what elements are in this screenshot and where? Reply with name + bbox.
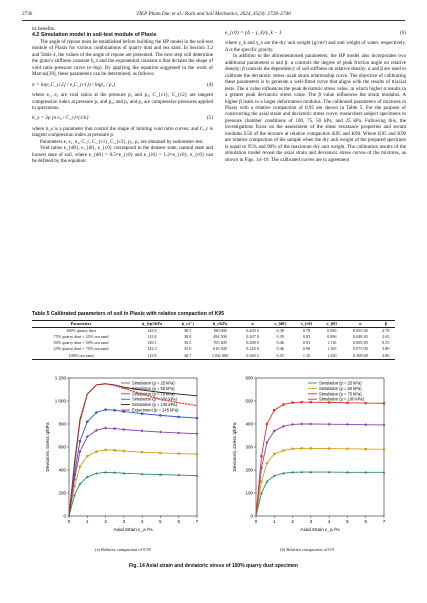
table-cell: 610 500: [213, 346, 227, 352]
table-cell: 0.46: [276, 340, 284, 346]
table-cell: 0.048 20: [353, 334, 368, 340]
x-tick-label: 5: [346, 519, 349, 524]
y-tick-label: 200: [58, 490, 66, 496]
table-cell: 100% sea sand: [68, 352, 94, 358]
paragraph-intro: its benefits.: [32, 26, 56, 32]
paragraph: where e₁, e₂ are void ratios at the pressure p₁ and p₂; C_{c1}, C_{c2} are tangent compression index at pressure p₁ and p₂; and p₁ and p₂ are compressive pressures applied to specimens.: [32, 92, 213, 111]
legend-entry: Simulation (p = 100 kPa): [319, 396, 364, 402]
table-cell: 0.996: [327, 334, 337, 340]
table-header-row: [32, 321, 395, 328]
table-cell: 1.116: [327, 340, 337, 346]
table-cell: 142.3: [147, 346, 157, 352]
paragraph: Parameters e, e₁, e₂, C_c, C_{c1}, C_{c2}, p₁, p₂ are obtained by oedometer test.: [40, 138, 204, 145]
legend-entry: Simulation (p = 25 kPa): [132, 380, 175, 386]
data-point: [123, 450, 125, 452]
data-point: [196, 453, 198, 455]
data-point: [159, 452, 161, 454]
table-cell: 38.5: [184, 327, 192, 333]
table-cell: 0.83: [302, 334, 311, 340]
table-cell: 149.1: [147, 340, 157, 346]
table-cell: 0.055 00: [353, 327, 368, 333]
table-cell: 30.7: [184, 352, 192, 358]
legend-entry: Experiment (p = 145 kPa): [132, 407, 179, 413]
data-point: [346, 402, 349, 405]
table-cell: 2.78: [382, 327, 390, 333]
x-tick-label: 3: [309, 519, 313, 524]
column-header: Parameters: [70, 320, 92, 326]
data-point: [346, 448, 348, 450]
y-tick-label: 1 200: [54, 375, 66, 381]
table-cell: 0.075 00: [353, 346, 368, 352]
parameters-table: [32, 320, 395, 360]
table-cell: 3 041 000: [211, 352, 229, 358]
x-tick-label: 7: [195, 519, 199, 524]
y-tick-label: 400: [58, 467, 66, 473]
data-point: [141, 451, 143, 453]
left-column: [32, 26, 213, 165]
table-cell: 0.300 00: [353, 352, 368, 358]
table-cell: 765 400: [213, 340, 227, 346]
paragraph: Void ratios e_{d0}, e_{i0}, e_{c0} correspond to the densest state, natural state and loosest state of soil, where e_{d0} = 0.5×e_{c0} and e_{i0} = 1.2×e_{c0}, e_{c0} can be defined by the equation:: [32, 145, 213, 165]
y-tick-label: 800: [58, 421, 66, 427]
y-axis-label: Deviatoric stress q/kPa: [46, 422, 51, 472]
legend-entry: Simulation (p = 25 kPa): [319, 380, 362, 386]
data-point: [365, 448, 367, 450]
paragraph: In addition to the aforementioned parameters, the HP model also incorporates two additional parameters α and β. α controls the degree of peak friction angle on relative density; β controls the dependency of soil stiffness on relative density. α and β are used to calibrate the deviatoric stress–axial strain relationship curve. The objective of calibrating these parameters is to generate a well-fitted curve that aligns with the results of triaxial tests. The α value influences the peak deviatoric stress value, in which higher α results in a greater peak deviatoric stress value. The β value influences the strain modulus. A higher β leads to a larger deformation modulus. The calibrated parameters of mixtures in Plaxis with a relative compaction of 0.95 are shown in Table 5. For the purpose of constructing the axial strain and deviatoric stress curve, researchers subject specimens to pressure chamber conditions of 100, 75, 50 kPa, and 25 kPa. Following this, the investigations focus on the assessment of the shear resistance properties and secant modulus E50 of the mixture at relative compaction K95 and K90. Where K95 and K90 are relative compaction of the sample when the dry unit weight of the prepared specimen is equal to 95% and 90% of the maximum dry unit weight. The calibration results of the simulation model reveal the axial strain and deviatoric stress curves of the mixtures, as shown in Figs. 14–18. The calibrated curves are in agreement: [225, 53, 407, 163]
legend-entry: Simulation (p = 50 kPa): [132, 385, 175, 391]
data-point: [364, 402, 367, 405]
y-axis-label: Deviatoric stress q/kPa: [233, 422, 238, 472]
chart-b: [230, 370, 390, 542]
data-point: [291, 448, 293, 450]
y-tick-label: 300: [245, 444, 253, 450]
table-cell: 25% quarry dust + 75% sea sand: [53, 346, 109, 352]
data-point: [141, 412, 144, 415]
column-header: e_{d0}: [274, 320, 287, 326]
data-point: [310, 447, 312, 449]
y-tick-label: 500: [245, 398, 253, 404]
equation-number: (4): [206, 81, 213, 88]
table-cell: 115.8: [147, 352, 157, 358]
y-tick-label: 200: [245, 467, 253, 473]
data-point: [310, 401, 313, 404]
x-tick-label: 6: [177, 519, 180, 524]
table-cell: 38.0: [184, 334, 192, 340]
x-tick-label: 3: [122, 519, 126, 524]
figure-caption: Fig. 14 Axial strain and deviatoric stress of 100% quarry dust specimen: [128, 563, 299, 569]
equation-body: h_s = 3p (n e₀ / C_c)^{1/n}: [32, 115, 89, 122]
equation-4: [32, 82, 213, 88]
data-point: [383, 448, 385, 450]
y-tick-label: 600: [245, 375, 253, 381]
table-cell: 0.78: [302, 327, 311, 333]
equation-body: n = ln(e₁C_{c2} / e₂C_{c1}) / ln(p₂ / p₁): [32, 81, 115, 88]
legend-entry: Simulation (p = 75 kPa): [319, 391, 362, 397]
data-point: [260, 455, 263, 458]
table-cell: 36.5: [184, 340, 192, 346]
table-cell: 2.80: [382, 352, 390, 358]
table-cell: 0.360 5: [246, 352, 259, 358]
data-point: [113, 409, 116, 412]
x-tick-label: 2: [104, 519, 107, 524]
table-cell: 0.55: [382, 340, 390, 346]
x-tick-label: 4: [140, 519, 144, 524]
x-tick-label: 1: [273, 519, 276, 524]
table-cell: 0.39: [276, 334, 284, 340]
journal-title: TIEP Pham Duc et al./ Rock and Soil Mechanics, 2024, 45(9): 2728–2740: [136, 11, 291, 17]
x-tick-label: 1: [86, 519, 89, 524]
table-cell: 3.80: [382, 346, 390, 352]
column-header: n: [251, 320, 254, 326]
table-cell: 0.93: [302, 340, 311, 346]
data-point: [301, 447, 303, 449]
table-cell: 75% quarry dust + 25% sea sand: [53, 334, 109, 340]
table-cell: 0.307 0: [246, 334, 259, 340]
x-tick-label: 5: [159, 519, 162, 524]
x-tick-label: 7: [382, 519, 386, 524]
data-point: [273, 409, 276, 412]
equation-number: (5): [206, 115, 213, 122]
table-cell: 0.450 0: [246, 327, 259, 333]
table-cell: 50% quarry dust + 50% sea sand: [53, 340, 109, 346]
data-point: [300, 401, 303, 404]
x-tick-label: 6: [364, 519, 367, 524]
x-tick-label: 0: [254, 519, 258, 524]
equation-5: [32, 115, 213, 121]
page-number: 2736: [22, 11, 33, 17]
paragraph: where γ_k and γ_s are the dry unit weight (g/cm³) and unit weight of water, respectively. Δ is the specific gravity.: [225, 40, 406, 53]
data-point: [282, 449, 284, 451]
table-cell: 180 000: [213, 327, 227, 333]
table-cell: 0.46: [276, 346, 284, 352]
subfigure-caption-b: (b) Relative compaction of 0.9: [280, 547, 334, 552]
table-cell: 0.280 0: [246, 340, 259, 346]
data-point: [104, 449, 106, 451]
y-tick-label: 1 000: [54, 398, 66, 404]
table-cell: 100% quarry dust: [66, 327, 96, 333]
column-header: ϕ_c/(°): [181, 320, 194, 326]
column-header: e_{c0}: [300, 320, 313, 326]
chart-a: [43, 370, 203, 542]
figure-b: [230, 370, 390, 547]
equation-body: e_{c0} = (Δ − γ_k)/γ_k − 1: [225, 30, 282, 36]
data-point: [328, 447, 330, 449]
data-point: [383, 402, 386, 405]
data-point: [196, 417, 199, 420]
table-cell: 0.220 0: [246, 346, 259, 352]
data-point: [114, 449, 116, 451]
figure-a: [43, 370, 203, 547]
x-tick-label: 2: [291, 519, 294, 524]
paragraph: where h_s is a parameter that control the shape of limiting void ratio curves; and C_c is tangent compression index at pressure p.: [32, 125, 213, 139]
paragraph: The angle of repose must be established before building the HP model in the soil-test module of Plaxis for various combinations of quarry dust and sea sand. In Section 3.2 and Table 4, the values of the angle of repose are presented. The next step will determine the grain’s stiffness constant h_s and the exponential constant n that dictates the shape of void ratio–pressure curve (e–lnp). By applying the equation suggested in the work of Marcus[39], these parameters can be determined, as follows:: [32, 38, 213, 78]
data-point: [266, 462, 268, 464]
data-point: [86, 420, 89, 423]
data-point: [104, 408, 107, 411]
data-point: [79, 440, 82, 443]
x-tick-label: 0: [67, 519, 71, 524]
table-cell: 145.0: [147, 327, 157, 333]
table-cell: 494 500: [213, 334, 227, 340]
right-column: [225, 26, 406, 163]
table-cell: 0.005 80: [353, 340, 368, 346]
table-body: [32, 328, 395, 360]
equation-number: (6): [399, 30, 406, 36]
legend-entry: Simulation (p = 145 kPa): [132, 402, 177, 408]
data-point: [282, 403, 285, 406]
table-cell: 1.10: [302, 352, 311, 358]
table-cell: 2.65: [382, 334, 390, 340]
column-header: ϕ_{ep}/kPa: [141, 320, 163, 326]
table-cell: 0.98: [302, 346, 311, 352]
page-header: [22, 9, 405, 21]
table-cell: 0.38: [276, 327, 284, 333]
column-header: h_s/kPa: [212, 320, 228, 326]
legend-entry: Simulation (p = 50 kPa): [319, 385, 362, 391]
equation-6: [225, 30, 406, 36]
data-point: [123, 410, 126, 413]
data-point: [159, 414, 162, 417]
column-header: β: [384, 320, 387, 326]
x-tick-label: 4: [327, 519, 331, 524]
data-point: [260, 480, 262, 482]
column-header: α: [359, 320, 362, 326]
column-header: e_{i0}: [326, 320, 338, 326]
data-point: [177, 416, 180, 419]
data-point: [95, 411, 98, 414]
y-tick-label: 0: [63, 513, 66, 519]
subfigure-caption-a: (a) Relative compaction of 0.95: [95, 547, 151, 552]
data-point: [291, 401, 294, 404]
y-tick-label: 100: [245, 490, 253, 496]
table-cell: 35.0: [184, 346, 192, 352]
y-tick-label: 0: [250, 513, 253, 519]
y-tick-label: 400: [245, 421, 253, 427]
table-cell: 0.956: [327, 327, 337, 333]
data-point: [95, 450, 97, 452]
table-cell: 115.8: [147, 334, 157, 340]
data-point: [79, 465, 81, 467]
legend-entry: Simulation (p = 100 kPa): [132, 396, 177, 402]
table-caption: Table 5 Calibrated parameters of soil in Plaxis with relative compaction of K95: [32, 311, 225, 317]
table-cell: 1.320: [327, 352, 337, 358]
data-point: [86, 455, 88, 457]
y-tick-label: 600: [58, 444, 66, 450]
x-axis-label: Axial strain ε_a /%: [300, 528, 340, 533]
legend-entry: Simulation (p = 75 kPa): [132, 391, 175, 397]
data-point: [266, 423, 269, 426]
x-axis-label: Axial strain ε_a /%: [113, 528, 153, 533]
table-row: [32, 353, 395, 360]
table-cell: 1.165: [327, 346, 337, 352]
section-title: 4.2 Simulation model in soil-test module of Plaxis: [32, 32, 157, 39]
table-cell: 0.55: [276, 352, 284, 358]
data-point: [178, 452, 180, 454]
data-point: [273, 453, 275, 455]
